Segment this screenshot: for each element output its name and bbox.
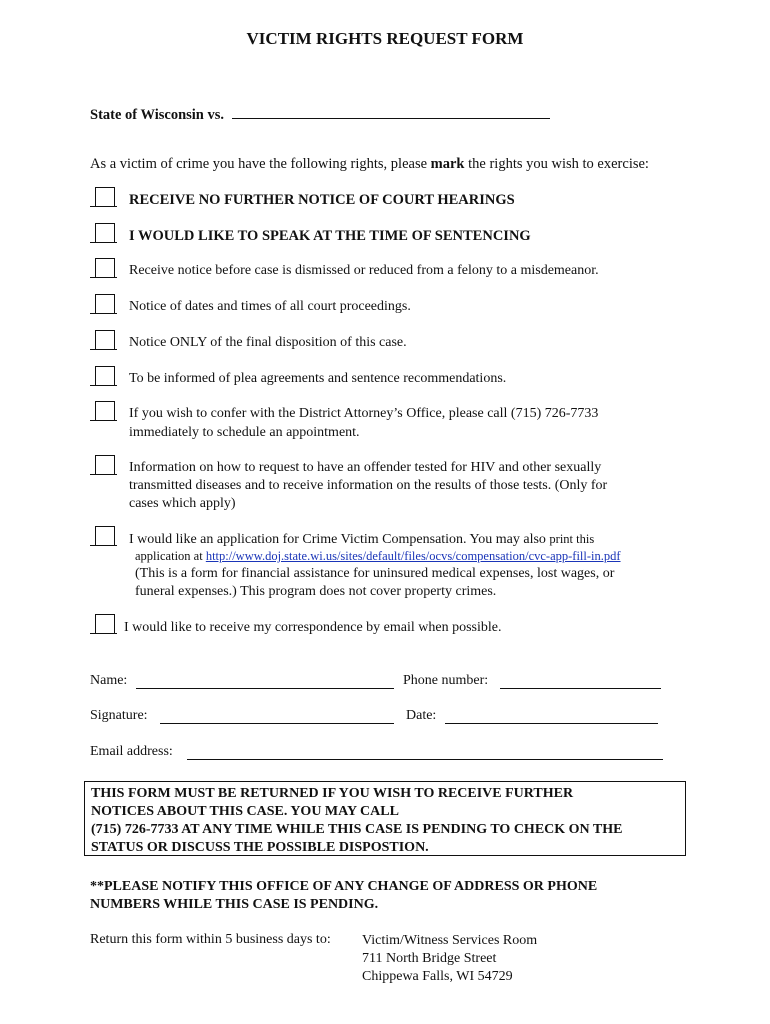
name-field[interactable]: [136, 688, 394, 689]
checkbox-underline: [90, 420, 117, 421]
checkbox-underline: [90, 349, 117, 350]
option-label: transmitted diseases and to receive information on the results of those tests. (Only for: [129, 478, 608, 493]
option-checkbox[interactable]: [95, 455, 115, 475]
return-instructions: Return this form within 5 business days to:: [90, 932, 331, 947]
option-label: If you wish to confer with the District Attorney’s Office, please call (715) 726-7733: [129, 406, 599, 421]
intro-text: [90, 156, 649, 173]
checkbox-underline: [90, 277, 117, 278]
intro-text-emphasis: mark: [430, 156, 465, 172]
link-prefix: application at: [135, 549, 206, 563]
option-checkbox[interactable]: [95, 401, 115, 421]
checkbox-underline: [90, 242, 117, 243]
notice-line: STATUS OR DISCUSS THE POSSIBLE DISPOSTION.: [91, 840, 429, 855]
option-label: To be informed of plea agreements and sentence recommendations.: [129, 371, 507, 386]
state-line-row: [90, 104, 550, 124]
date-label: Date:: [406, 708, 437, 723]
checkbox-underline: [90, 474, 117, 475]
email-label: Email address:: [90, 744, 173, 759]
address-line: Victim/Witness Services Room: [362, 933, 538, 948]
return-notice-box: [84, 781, 686, 856]
option-label: I would like to receive my correspondence by email when possible.: [124, 620, 502, 635]
option-checkbox[interactable]: [95, 614, 115, 634]
address-line: Chippewa Falls, WI 54729: [362, 969, 513, 984]
notice-line: (715) 726-7733 AT ANY TIME WHILE THIS CASE IS PENDING TO CHECK ON THE: [91, 822, 623, 837]
option-label: (This is a form for financial assistance for uninsured medical expenses, lost wages, or: [135, 566, 615, 581]
date-field[interactable]: [445, 723, 658, 724]
option-label-part: print this: [549, 532, 595, 546]
notice-line: NOTICES ABOUT THIS CASE. YOU MAY CALL: [91, 804, 399, 819]
option-label: RECEIVE NO FURTHER NOTICE OF COURT HEARINGS: [129, 192, 515, 208]
notice-line: THIS FORM MUST BE RETURNED IF YOU WISH TO RECEIVE FURTHER: [91, 786, 574, 801]
notice-line: NUMBERS WHILE THIS CASE IS PENDING.: [90, 897, 379, 912]
option-label: funeral expenses.) This program does not cover property crimes.: [135, 584, 497, 599]
change-of-address-notice: [90, 878, 597, 914]
state-label: State of Wisconsin vs.: [90, 107, 225, 123]
address-line: 711 North Bridge Street: [362, 951, 497, 966]
option-checkbox[interactable]: [95, 526, 115, 546]
phone-label: Phone number:: [403, 673, 489, 688]
defendant-name-field[interactable]: [232, 104, 550, 119]
option-link-row: [135, 547, 621, 566]
option-label: Information on how to request to have an offender tested for HIV and other sexually: [129, 460, 602, 475]
option-checkbox[interactable]: [95, 330, 115, 350]
option-checkbox[interactable]: [95, 294, 115, 314]
checkbox-underline: [90, 633, 117, 634]
option-checkbox[interactable]: [95, 187, 115, 207]
compensation-link[interactable]: http://www.doj.state.wi.us/sites/default/files/ocvs/compensation/cvc-app-fill-in.pdf: [205, 549, 621, 563]
option-label: Notice ONLY of the final disposition of this case.: [129, 335, 407, 350]
option-checkbox[interactable]: [95, 223, 115, 243]
checkbox-underline: [90, 545, 117, 546]
phone-field[interactable]: [500, 688, 661, 689]
option-label: Notice of dates and times of all court proceedings.: [129, 299, 411, 314]
name-label: Name:: [90, 673, 128, 688]
notice-line: **PLEASE NOTIFY THIS OFFICE OF ANY CHANGE OF ADDRESS OR PHONE: [90, 879, 598, 894]
option-label: immediately to schedule an appointment.: [129, 425, 360, 440]
option-label: cases which apply): [129, 496, 236, 511]
checkbox-underline: [90, 385, 117, 386]
option-checkbox[interactable]: [95, 258, 115, 278]
checkbox-underline: [90, 313, 117, 314]
checkbox-underline: [90, 206, 117, 207]
intro-text-part: As a victim of crime you have the following rights, please: [90, 156, 431, 172]
option-checkbox[interactable]: [95, 366, 115, 386]
form-title: VICTIM RIGHTS REQUEST FORM: [246, 29, 524, 48]
return-address: [362, 932, 537, 986]
signature-label: Signature:: [90, 708, 148, 723]
intro-text-part: the rights you wish to exercise:: [464, 156, 649, 172]
option-label-part: I would like an application for Crime Victim Compensation. You may also: [129, 532, 550, 547]
option-label: Receive notice before case is dismissed or reduced from a felony to a misdemeanor.: [129, 263, 599, 278]
email-field[interactable]: [187, 759, 663, 760]
signature-field[interactable]: [160, 723, 394, 724]
option-label: I WOULD LIKE TO SPEAK AT THE TIME OF SENTENCING: [129, 228, 531, 244]
